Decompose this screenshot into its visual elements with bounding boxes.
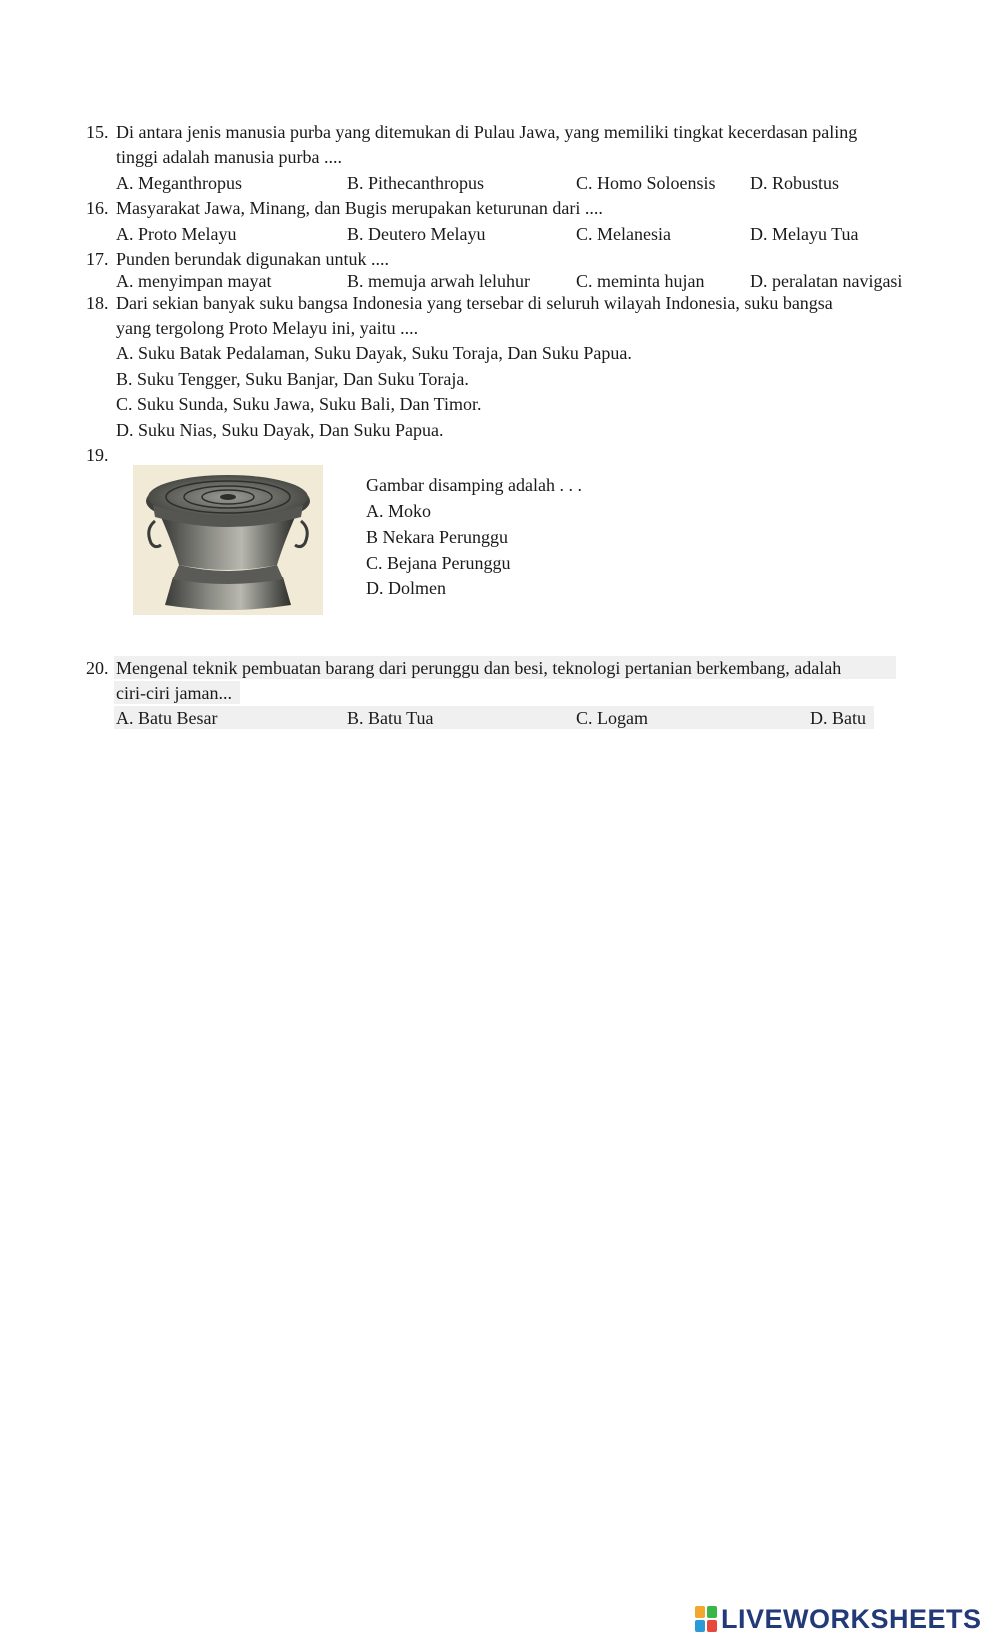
q19-prompt: Gambar disamping adalah . . . <box>366 475 582 495</box>
q20-option-b[interactable]: B. Batu Tua <box>347 708 434 728</box>
q19-number: 19. <box>86 445 109 465</box>
q17-option-d[interactable]: D. peralatan navigasi <box>750 271 903 291</box>
q17-option-b[interactable]: B. memuja arwah leluhur <box>347 271 530 291</box>
q20-option-a[interactable]: A. Batu Besar <box>116 708 218 728</box>
q17-option-c[interactable]: C. meminta hujan <box>576 271 705 291</box>
q20-text-line1: Mengenal teknik pembuatan barang dari perunggu dan besi, teknologi pertanian berkembang, adalah <box>116 658 842 678</box>
q17-option-a[interactable]: A. menyimpan mayat <box>116 271 272 291</box>
liveworksheets-logo-icon <box>695 1606 717 1632</box>
q16-option-a[interactable]: A. Proto Melayu <box>116 224 237 244</box>
q19-option-b[interactable]: B Nekara Perunggu <box>366 527 508 547</box>
q16-option-b[interactable]: B. Deutero Melayu <box>347 224 486 244</box>
q20-option-d[interactable]: D. Batu <box>810 708 866 728</box>
q16-option-c[interactable]: C. Melanesia <box>576 224 671 244</box>
q20-number: 20. <box>86 658 109 678</box>
q18-option-a[interactable]: A. Suku Batak Pedalaman, Suku Dayak, Suku Toraja, Dan Suku Papua. <box>116 343 632 363</box>
liveworksheets-logo-text: LIVEWORKSHEETS <box>721 1603 982 1634</box>
q16-number: 16. <box>86 198 109 218</box>
q15-text-line2: tinggi adalah manusia purba .... <box>116 147 342 167</box>
q18-option-d[interactable]: D. Suku Nias, Suku Dayak, Dan Suku Papua. <box>116 420 444 440</box>
q15-option-b[interactable]: B. Pithecanthropus <box>347 173 484 193</box>
q17-text-line1: Punden berundak digunakan untuk .... <box>116 249 389 269</box>
q20-option-c[interactable]: C. Logam <box>576 708 648 728</box>
q20-highlight-options <box>114 706 874 729</box>
q17-number: 17. <box>86 249 109 269</box>
liveworksheets-logo <box>695 1603 982 1635</box>
q18-option-c[interactable]: C. Suku Sunda, Suku Jawa, Suku Bali, Dan Timor. <box>116 394 482 414</box>
q15-option-a[interactable]: A. Meganthropus <box>116 173 242 193</box>
q18-text-line2: yang tergolong Proto Melayu ini, yaitu .... <box>116 318 419 338</box>
q18-number: 18. <box>86 293 109 313</box>
q18-option-b[interactable]: B. Suku Tengger, Suku Banjar, Dan Suku Toraja. <box>116 369 469 389</box>
q19-option-c[interactable]: C. Bejana Perunggu <box>366 553 511 573</box>
q16-text-line1: Masyarakat Jawa, Minang, dan Bugis merupakan keturunan dari .... <box>116 198 603 218</box>
q15-option-c[interactable]: C. Homo Soloensis <box>576 173 716 193</box>
q16-option-d[interactable]: D. Melayu Tua <box>750 224 859 244</box>
q20-text-line2: ciri-ciri jaman... <box>116 683 232 703</box>
q15-number: 15. <box>86 122 109 142</box>
q18-text-line1: Dari sekian banyak suku bangsa Indonesia yang tersebar di seluruh wilayah Indonesia, suku bangsa <box>116 293 833 313</box>
q15-option-d[interactable]: D. Robustus <box>750 173 840 193</box>
nekara-drum-image <box>133 465 323 615</box>
q19-option-d[interactable]: D. Dolmen <box>366 578 446 598</box>
q15-text-line1: Di antara jenis manusia purba yang ditemukan di Pulau Jawa, yang memiliki tingkat kecerdasan paling <box>116 122 858 142</box>
q19-option-a[interactable]: A. Moko <box>366 501 432 521</box>
